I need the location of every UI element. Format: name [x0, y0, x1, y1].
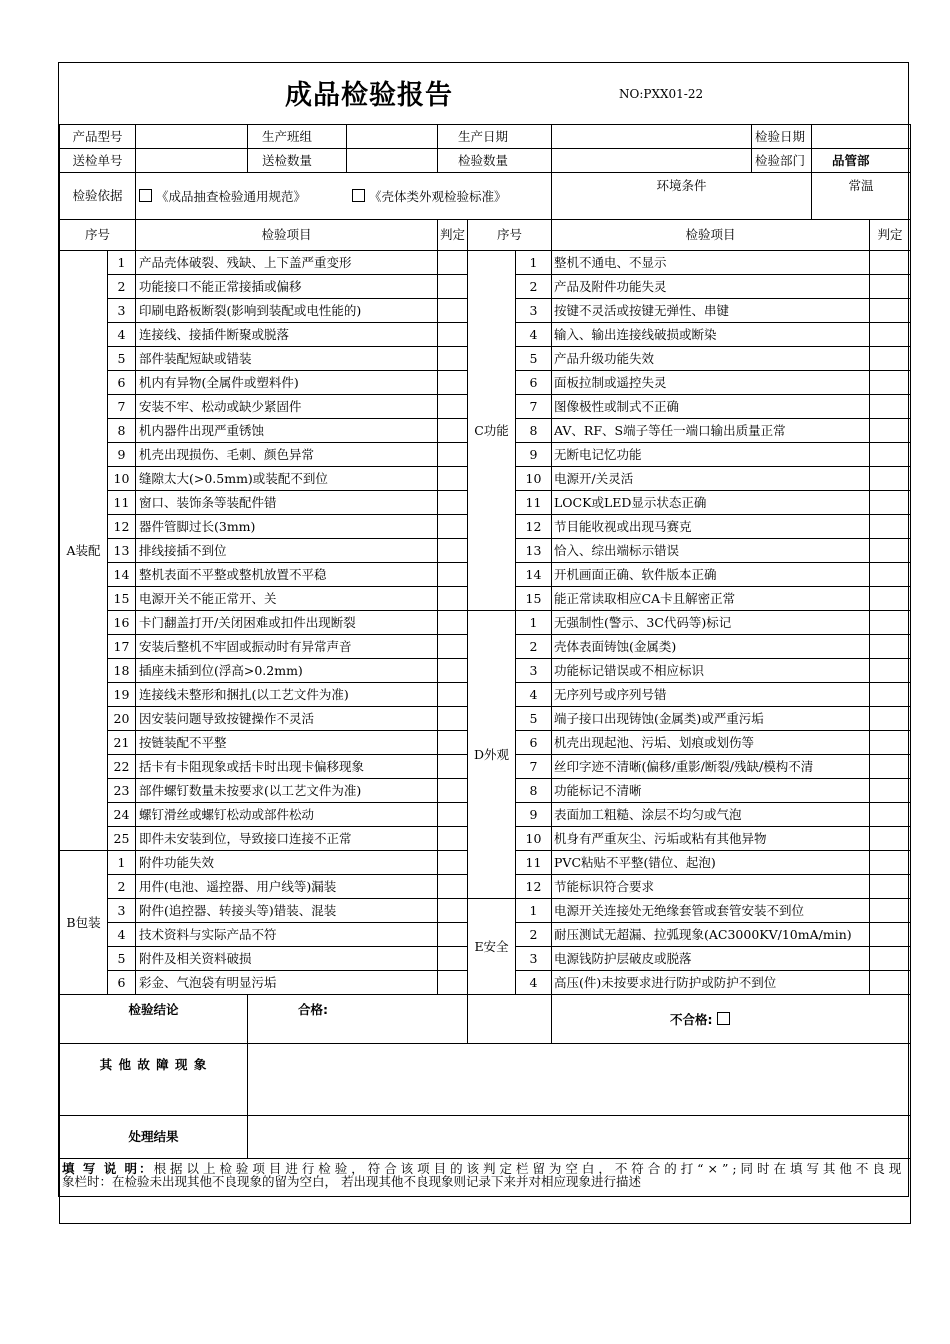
right-item-text: 电源钱防护层破皮或脱落	[552, 947, 870, 971]
left-item-judge[interactable]	[438, 827, 468, 851]
right-item-text: 电源开/关灵活	[552, 467, 870, 491]
right-item-judge[interactable]	[870, 635, 911, 659]
product-model-label: 产品型号	[60, 125, 136, 149]
fill-instructions	[60, 1159, 911, 1224]
right-item-text: 端子接口出现铸蚀(金属类)或严重污垢	[552, 707, 870, 731]
left-item-judge[interactable]	[438, 875, 468, 899]
left-item-text: 连接线、接插件断聚或脱落	[136, 323, 438, 347]
basis-checkbox-2[interactable]	[352, 189, 365, 202]
right-item-no: 2	[516, 923, 552, 947]
right-item-judge[interactable]	[870, 395, 911, 419]
right-item-no: 15	[516, 587, 552, 611]
left-item-text: 括卡有卡阻现象或括卡时出现卡偏移现象	[136, 755, 438, 779]
left-item-no: 22	[108, 755, 136, 779]
judge-header-left: 判定	[438, 220, 468, 251]
left-item-text: 附件及相关资料破损	[136, 947, 438, 971]
right-item-text: 无断电记忆功能	[552, 443, 870, 467]
right-item-no: 12	[516, 875, 552, 899]
left-item-text: 附件功能失效	[136, 851, 438, 875]
right-item-text: 功能标记错误或不相应标识	[552, 659, 870, 683]
basis-option-1: 《成品抽查检验通用规范》	[156, 188, 307, 204]
left-item-text: 机内器件出现严重锈蚀	[136, 419, 438, 443]
right-item-text: 产品及附件功能失灵	[552, 275, 870, 299]
left-item-judge[interactable]	[438, 683, 468, 707]
right-item-text: 面板拉制或遥控失灵	[552, 371, 870, 395]
right-item-judge[interactable]	[870, 779, 911, 803]
left-item-text: 彩金、气泡袋有明显污垢	[136, 971, 438, 995]
left-item-judge[interactable]	[438, 923, 468, 947]
right-item-no: 2	[516, 635, 552, 659]
right-item-no: 9	[516, 803, 552, 827]
table-row	[60, 251, 911, 275]
conclusion-label: 检验结论	[60, 995, 248, 1044]
left-item-text: 电源开关不能正常开、关	[136, 587, 438, 611]
env-value: 常温	[812, 173, 911, 220]
left-item-text: 安装后整机不牢固或振动时有异常声音	[136, 635, 438, 659]
left-item-no: 6	[108, 371, 136, 395]
right-item-no: 10	[516, 467, 552, 491]
left-item-judge[interactable]	[438, 275, 468, 299]
right-item-no: 5	[516, 707, 552, 731]
right-item-text: 壳体表面铸蚀(金属类)	[552, 635, 870, 659]
right-item-no: 2	[516, 275, 552, 299]
left-item-judge[interactable]	[438, 899, 468, 923]
production-date-field[interactable]	[552, 125, 752, 149]
inspection-date-field[interactable]	[812, 125, 911, 149]
right-item-judge[interactable]	[870, 587, 911, 611]
left-item-no: 16	[108, 611, 136, 635]
left-item-text: 排线接插不到位	[136, 539, 438, 563]
left-item-text: 窗口、装饰条等装配件错	[136, 491, 438, 515]
submit-qty-label: 送检数量	[248, 149, 347, 173]
left-item-judge[interactable]	[438, 467, 468, 491]
right-item-judge[interactable]	[870, 563, 911, 587]
right-item-text: 耐压测试无超漏、拉弧现象(AC3000KV/10mA/min)	[552, 923, 870, 947]
right-item-no: 11	[516, 851, 552, 875]
left-item-no: 2	[108, 275, 136, 299]
left-item-no: 2	[108, 875, 136, 899]
right-item-text: 高压(件)未按要求进行防护或防护不到位	[552, 971, 870, 995]
left-item-no: 10	[108, 467, 136, 491]
right-item-no: 4	[516, 683, 552, 707]
left-item-text: 用件(电池、遥控器、用户线等)漏装	[136, 875, 438, 899]
left-item-text: 插座未插到位(浮高>0.2mm)	[136, 659, 438, 683]
left-item-judge[interactable]	[438, 755, 468, 779]
left-item-no: 7	[108, 395, 136, 419]
left-item-judge[interactable]	[438, 299, 468, 323]
left-item-judge[interactable]	[438, 347, 468, 371]
right-item-no: 6	[516, 371, 552, 395]
left-item-text: 卡门翻盖打开/关闭困难或扣件出现断裂	[136, 611, 438, 635]
left-item-judge[interactable]	[438, 731, 468, 755]
result-field[interactable]	[248, 1116, 911, 1159]
left-item-text: 因安装问题导致按键操作不灵活	[136, 707, 438, 731]
left-item-judge[interactable]	[438, 563, 468, 587]
right-item-judge[interactable]	[870, 851, 911, 875]
right-item-text: 能正常读取相应CA卡且解密正常	[552, 587, 870, 611]
category-c: C功能	[468, 251, 516, 611]
left-item-no: 15	[108, 587, 136, 611]
left-item-judge[interactable]	[438, 395, 468, 419]
right-item-judge[interactable]	[870, 611, 911, 635]
fail-checkbox[interactable]	[717, 1012, 730, 1025]
right-item-judge[interactable]	[870, 875, 911, 899]
right-item-no: 14	[516, 563, 552, 587]
right-item-text: 无强制性(警示、3C代码等)标记	[552, 611, 870, 635]
right-item-judge[interactable]	[870, 443, 911, 467]
inspection-report-sheet	[58, 62, 909, 1197]
title-cell	[60, 63, 911, 125]
right-item-text: 节目能收视或出现马赛克	[552, 515, 870, 539]
right-item-no: 6	[516, 731, 552, 755]
right-item-judge[interactable]	[870, 827, 911, 851]
left-item-judge[interactable]	[438, 491, 468, 515]
left-item-no: 4	[108, 323, 136, 347]
conclusion-row	[60, 995, 911, 1044]
right-item-no: 4	[516, 971, 552, 995]
left-item-judge[interactable]	[438, 971, 468, 995]
right-item-judge[interactable]	[870, 947, 911, 971]
left-item-text: 螺钉滑丝或螺钉松动或部件松动	[136, 803, 438, 827]
title-row	[60, 63, 911, 125]
left-item-judge[interactable]	[438, 659, 468, 683]
right-item-text: 恰入、综出端标示错误	[552, 539, 870, 563]
right-item-text: 开机画面正确、软件版本正确	[552, 563, 870, 587]
right-item-judge[interactable]	[870, 683, 911, 707]
right-item-no: 3	[516, 947, 552, 971]
left-item-judge[interactable]	[438, 587, 468, 611]
judge-header-right: 判定	[870, 220, 911, 251]
submit-qty-field[interactable]	[347, 149, 438, 173]
left-item-judge[interactable]	[438, 611, 468, 635]
left-item-text: 器件管脚过长(3mm)	[136, 515, 438, 539]
right-item-text: 产品升级功能失效	[552, 347, 870, 371]
right-item-judge[interactable]	[870, 803, 911, 827]
note-row	[60, 1159, 911, 1224]
right-item-judge[interactable]	[870, 371, 911, 395]
left-item-no: 18	[108, 659, 136, 683]
right-item-no: 8	[516, 779, 552, 803]
right-item-text: 丝印字迹不清晰(偏移/重影/断裂/残缺/模构不清	[552, 755, 870, 779]
right-item-text: 按键不灵活或按键无弹性、串键	[552, 299, 870, 323]
right-item-text: 表面加工粗糙、涂层不均匀或气泡	[552, 803, 870, 827]
right-item-judge[interactable]	[870, 467, 911, 491]
inspect-qty-field[interactable]	[552, 149, 752, 173]
left-item-no: 6	[108, 971, 136, 995]
info-row-2	[60, 149, 911, 173]
left-item-judge[interactable]	[438, 947, 468, 971]
left-item-judge[interactable]	[438, 851, 468, 875]
conclusion-gap	[468, 995, 552, 1044]
basis-row	[60, 173, 911, 220]
left-item-text: 安装不牢、松动或缺少紧固件	[136, 395, 438, 419]
left-item-text: 整机表面不平整或整机放置不平稳	[136, 563, 438, 587]
right-item-judge[interactable]	[870, 923, 911, 947]
right-item-judge[interactable]	[870, 515, 911, 539]
production-team-label: 生产班组	[248, 125, 347, 149]
left-item-judge[interactable]	[438, 419, 468, 443]
right-item-judge[interactable]	[870, 707, 911, 731]
seq-header-right: 序号	[468, 220, 552, 251]
left-item-no: 13	[108, 539, 136, 563]
inspect-qty-label: 检验数量	[438, 149, 552, 173]
left-item-no: 4	[108, 923, 136, 947]
left-item-text: 技术资料与实际产品不符	[136, 923, 438, 947]
basis-option-2: 《壳体类外观检验标准》	[369, 188, 507, 204]
left-item-no: 11	[108, 491, 136, 515]
seq-header-left: 序号	[60, 220, 136, 251]
left-item-judge[interactable]	[438, 707, 468, 731]
production-team-field[interactable]	[347, 125, 438, 149]
right-item-judge[interactable]	[870, 299, 911, 323]
right-item-text: LOCK或LED显示状态正确	[552, 491, 870, 515]
right-item-no: 8	[516, 419, 552, 443]
inspect-dept-label: 检验部门	[752, 149, 812, 173]
category-e: E安全	[468, 899, 516, 995]
category-d: D外观	[468, 611, 516, 899]
result-label: 处理结果	[60, 1116, 248, 1159]
right-item-text: 输入、输出连接线破损或断染	[552, 323, 870, 347]
right-item-no: 1	[516, 611, 552, 635]
left-item-judge[interactable]	[438, 803, 468, 827]
right-item-no: 1	[516, 899, 552, 923]
right-item-no: 4	[516, 323, 552, 347]
submit-no-label: 送检单号	[60, 149, 136, 173]
page-title: 成品检验报告	[285, 80, 453, 111]
report-table	[59, 63, 911, 1224]
left-item-no: 23	[108, 779, 136, 803]
left-item-no: 5	[108, 347, 136, 371]
item-header-right: 检验项目	[552, 220, 870, 251]
note-title: 填 写 说 明：	[62, 1161, 154, 1176]
left-item-no: 1	[108, 251, 136, 275]
right-item-judge[interactable]	[870, 275, 911, 299]
pass-label: 合格:	[248, 995, 468, 1044]
left-item-text: 部件螺钉数量未按要求(以工艺文件为准)	[136, 779, 438, 803]
right-item-no: 7	[516, 755, 552, 779]
left-item-text: 产品壳体破裂、残缺、上下盖严重变形	[136, 251, 438, 275]
right-item-text: 图像极性或制式不正确	[552, 395, 870, 419]
category-b: B包装	[60, 851, 108, 995]
right-item-text: 整机不通电、不显示	[552, 251, 870, 275]
left-item-judge[interactable]	[438, 779, 468, 803]
basis-label: 检验依据	[60, 173, 136, 220]
left-item-text: 机壳出现损伤、毛刺、颜色异常	[136, 443, 438, 467]
right-item-judge[interactable]	[870, 323, 911, 347]
right-item-text: 电源开关连接处无绝缘套管或套管安装不到位	[552, 899, 870, 923]
fail-cell	[552, 995, 911, 1044]
left-item-judge[interactable]	[438, 323, 468, 347]
right-item-no: 10	[516, 827, 552, 851]
column-header-row	[60, 220, 911, 251]
left-item-text: 机内有异物(全属件或塑料件)	[136, 371, 438, 395]
left-item-no: 8	[108, 419, 136, 443]
right-item-text: 节能标识符合要求	[552, 875, 870, 899]
left-item-no: 9	[108, 443, 136, 467]
right-item-no: 3	[516, 659, 552, 683]
other-faults-field[interactable]	[248, 1044, 911, 1116]
fail-label: 不合格:	[670, 1011, 713, 1027]
left-item-no: 3	[108, 299, 136, 323]
left-item-judge[interactable]	[438, 443, 468, 467]
inspection-date-label: 检验日期	[752, 125, 812, 149]
left-item-no: 20	[108, 707, 136, 731]
right-item-no: 1	[516, 251, 552, 275]
right-item-judge[interactable]	[870, 899, 911, 923]
basis-checkbox-1[interactable]	[139, 189, 152, 202]
left-item-judge[interactable]	[438, 539, 468, 563]
left-item-text: 即件未安装到位，导致接口连接不正常	[136, 827, 438, 851]
right-item-text: 无序列号或序列号错	[552, 683, 870, 707]
left-item-text: 缝隙太大(>0.5mm)或装配不到位	[136, 467, 438, 491]
item-header-left: 检验项目	[136, 220, 438, 251]
left-item-judge[interactable]	[438, 371, 468, 395]
left-item-no: 14	[108, 563, 136, 587]
note-text: 根 据 以 上 检 验 项 目 进 行 检 验 ， 符 合 该 项 目 的 该 判 定 栏 留 为 空 白 ， 不 符 合 的 打 “ × ” ; 同 时 在 填 写 其 他 不 良 现象栏时：在检验未出现其他不良现象的留为空白， 若出现其他不良现象则记录下来并对相应现象进行描述	[62, 1161, 902, 1189]
right-item-text: 机身有严重灰尘、污垢或粘有其他异物	[552, 827, 870, 851]
right-item-text: AV、RF、S端子等任一端口输出质量正常	[552, 419, 870, 443]
inspect-dept-value: 品管部	[812, 149, 911, 173]
right-item-judge[interactable]	[870, 347, 911, 371]
right-item-no: 13	[516, 539, 552, 563]
basis-options	[136, 173, 552, 220]
other-faults-label: 其 他 故 障 现 象	[60, 1044, 248, 1116]
left-item-text: 按链装配不平整	[136, 731, 438, 755]
document-number: NO:PXX01-22	[619, 87, 704, 101]
right-item-no: 12	[516, 515, 552, 539]
right-item-no: 11	[516, 491, 552, 515]
right-item-judge[interactable]	[870, 539, 911, 563]
left-item-no: 24	[108, 803, 136, 827]
info-row-1	[60, 125, 911, 149]
right-item-no: 5	[516, 347, 552, 371]
table-row	[60, 899, 911, 923]
right-item-judge[interactable]	[870, 971, 911, 995]
production-date-label: 生产日期	[438, 125, 552, 149]
left-item-no: 3	[108, 899, 136, 923]
left-item-text: 连接线未整形和捆扎(以工艺文件为准)	[136, 683, 438, 707]
right-item-text: 机壳出现起池、污垢、划痕或划伤等	[552, 731, 870, 755]
right-item-no: 7	[516, 395, 552, 419]
left-item-text: 附件(追控器、转接头等)错装、混装	[136, 899, 438, 923]
product-model-field[interactable]	[136, 125, 248, 149]
right-item-no: 3	[516, 299, 552, 323]
submit-no-field[interactable]	[136, 149, 248, 173]
right-item-judge[interactable]	[870, 419, 911, 443]
left-item-text: 部件装配短缺或错装	[136, 347, 438, 371]
left-item-no: 25	[108, 827, 136, 851]
left-item-text: 印刷电路板断裂(影响到装配或电性能的)	[136, 299, 438, 323]
left-item-text: 功能接口不能正常接插或偏移	[136, 275, 438, 299]
left-item-judge[interactable]	[438, 251, 468, 275]
left-item-no: 21	[108, 731, 136, 755]
left-item-no: 17	[108, 635, 136, 659]
left-item-judge[interactable]	[438, 515, 468, 539]
left-item-no: 5	[108, 947, 136, 971]
category-a: A装配	[60, 251, 108, 851]
left-item-no: 12	[108, 515, 136, 539]
right-item-judge[interactable]	[870, 755, 911, 779]
env-label: 环境条件	[552, 173, 812, 220]
right-item-judge[interactable]	[870, 491, 911, 515]
right-item-no: 9	[516, 443, 552, 467]
right-item-judge[interactable]	[870, 731, 911, 755]
right-item-judge[interactable]	[870, 251, 911, 275]
right-item-text: 功能标记不清晰	[552, 779, 870, 803]
result-row	[60, 1116, 911, 1159]
table-row	[60, 611, 911, 635]
left-item-judge[interactable]	[438, 635, 468, 659]
other-faults-row	[60, 1044, 911, 1116]
right-item-judge[interactable]	[870, 659, 911, 683]
left-item-no: 1	[108, 851, 136, 875]
left-item-no: 19	[108, 683, 136, 707]
right-item-text: PVC粘贴不平整(错位、起泡)	[552, 851, 870, 875]
